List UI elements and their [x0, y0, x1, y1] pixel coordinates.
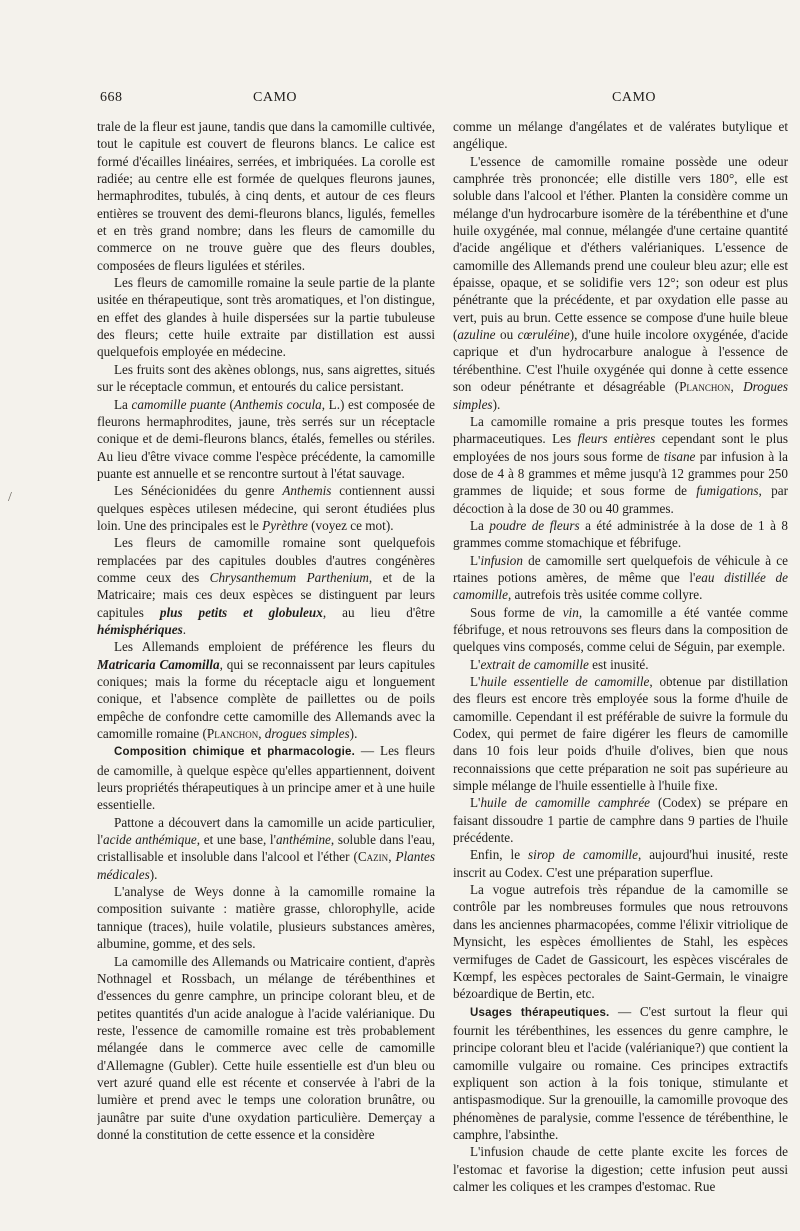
text-run: Enfin, le	[470, 847, 529, 863]
italic-term: anthémine	[275, 832, 331, 848]
paragraph	[453, 794, 788, 846]
running-head-right: CAMO	[612, 90, 657, 105]
paragraph	[453, 413, 788, 517]
text-run: Sous forme de	[470, 604, 563, 620]
text-run: , la camomille a été vantée comme fébrifuge, et nous retrouvons ses fleurs dans la composition de quelques vins composés, comme celui de Séguin, par exemple.	[453, 604, 788, 655]
paragraph: Les fleurs de camomille romaine la seule partie de la plante usitée en thérapeutique, sont très aromatiques, et l'on distingue, en effet des glandes à huile dispersées sur la partie tubuleuse des fleurs; cette huile extraite par distillation est aussi quelquefois employée en médecine.	[97, 275, 435, 360]
italic-term: fleurs entières	[577, 431, 656, 447]
running-head	[100, 90, 790, 110]
paragraph: comme un mélange d'angélates et de valérates butylique et angélique.	[453, 119, 788, 152]
paragraph	[453, 552, 788, 604]
text-run: L'	[470, 674, 481, 689]
text-run: , et une base, l'	[196, 832, 276, 848]
text-run: L'	[470, 795, 481, 811]
paragraph	[453, 1003, 788, 1144]
paragraph	[453, 673, 788, 794]
text-run: , aujourd'hui inusité, reste inscrit au Codex. C'est une préparation superflue.	[453, 847, 788, 880]
paragraph	[97, 742, 435, 813]
paragraph: Les fruits sont des akènes oblongs, nus, sans aigrettes, situés sur le réceptacle commun, et entourés du calice persistant.	[97, 361, 435, 395]
section-heading: Composition chimique et pharmacologie.	[114, 746, 355, 759]
text-run: ,	[388, 849, 396, 865]
italic-term: Chrysanthemum Parthenium	[209, 569, 369, 585]
italic-term: poudre de fleurs	[489, 517, 580, 533]
italic-term: plus petits et globuleux	[159, 604, 323, 620]
text-run: La	[114, 396, 132, 412]
italic-term: camomille puante	[131, 396, 226, 412]
paragraph	[97, 638, 435, 742]
page-number: 668	[100, 90, 123, 105]
paragraph	[453, 846, 788, 881]
italic-term: azuline	[457, 327, 496, 343]
paragraph	[97, 482, 435, 534]
italic-term: Drogues simples	[453, 379, 788, 412]
text-run: ,	[730, 379, 744, 395]
paragraph: La camomille des Allemands ou Matricaire contient, d'après Nothnagel et Rossbach, un mélange de térébenthines et d'essences du genre camphre, un principe colorant bleu, et de petites quantités d'un acide analogue à l'acide valérianique. Du reste, l'essence de camomille romaine est très probablement mélangée dans le commerce avec celle de camomille d'Allemagne (Gubler). Cette huile essentielle est d'un bleu ou vert azuré quand elle est récente et conservée à l'abri de la lumière et prend avec le temps une coloration brunâtre, ou jaunâtre par suite d'une oxydation particulière. Demerçay a donné la constitution de cette essence et la considère	[97, 953, 435, 1142]
text-run: a été administrée à la dose de 1 à 8 grammes comme stomachique et fébrifuge.	[453, 517, 788, 551]
paragraph	[453, 153, 788, 413]
italic-term: sirop de camomille	[528, 847, 638, 863]
paragraph: trale de la fleur est jaune, tandis que dans la camomille cultivée, tout le capitule est couvert de fleurons blancs. Le calice est formé d'écailles linéaires, serrées, et imbriquées. La corolle est radiée; au centre elle est formée de quelques fleurons jaunes, hermaphrodites, tubulés, à cinq dents, et autour de ces fleurs entières se trouvent des demi-fleurons blancs, ligulés, femelles et en très grand nombre; dans les fleurs de camomille du commerce on ne trouve guère que des fleurs doubles, composées de fleurs ligulées et stériles.	[97, 119, 435, 273]
text-run: , au lieu d'être	[322, 604, 435, 620]
margin-mark: /	[8, 490, 12, 505]
text-run: ).	[492, 396, 501, 412]
italic-term: drogues simples	[264, 726, 350, 742]
text-run: L'	[470, 552, 481, 568]
text-run: , autrefois très usitée comme collyre.	[507, 587, 703, 603]
paragraph	[97, 814, 435, 883]
text-run: ou	[495, 327, 518, 343]
text-run: La	[470, 517, 490, 533]
italic-term: infusion	[480, 552, 523, 568]
italic-term: Plantes médicales	[97, 849, 435, 882]
text-run: Les Allemands emploient de préférence les fleurs du	[114, 639, 435, 655]
text-run: ,	[258, 726, 265, 742]
text-run: (	[225, 396, 234, 412]
author-name: Planchon	[206, 726, 259, 742]
italic-term: huile de camomille camphrée	[480, 795, 651, 811]
right-column	[453, 118, 788, 1198]
italic-term: fumigations	[696, 483, 759, 499]
paragraph: L'analyse de Weys donne à la camomille romaine la composition suivante : matière grasse, chlorophylle, acide tannique (traces), huile volatile, plusieurs substances amères, albumine, gomme, et des sels.	[97, 884, 435, 952]
text-run: .	[182, 621, 187, 637]
text-run: L'	[470, 656, 481, 672]
text-run: contiennent aussi quelques espèces utilesen médecine, qui seront étudiées plus loin. Une des principales est le	[97, 483, 435, 533]
text-run: (voyez ce mot).	[307, 517, 394, 533]
text-run: , obtenue par distillation des fleurs est encore très employée sous la forme d'huile de camomille. Cependant il est préférable de suivre la formule du Codex, qui permet de faire digérer les fleurs de camomille dans 10 fois leur poids d'huile d'olives, bien que nous reconnaissions que cette préparation ne soit pas supérieure au simple mélange de l'huile essentielle à l'huile fixe.	[453, 674, 788, 794]
text-run: — C'est surtout la fleur qui fournit les térébenthines, les essences du genre camphre, le principe colorant bleu et l'acide (valérianique?) que contient la camomille vulgaire ou romaine. Ces principes extractifs expliquent son action à la fois tonique, stimulante et antispasmodique. Sur la grenouille, la camomille provoque des phénomènes de paralysie, comme l'essence de térébenthine, le camphre, l'absinthe.	[453, 1003, 788, 1142]
text-run: Pattone a découvert dans la camomille un acide particulier, l'	[97, 814, 435, 848]
text-run: L'essence de camomille romaine possède une odeur camphrée très prononcée; elle distille vers 180°, elle est soluble dans l'alcool et l'éther. Planten la considère comme un mélange d'un hydrocarbure isomère de la térébenthine et d'une huile oxygénée, mal connue, mélangée d'une certaine quantité d'acide angélique et d'éthers valérianiques. L'essence de camomille des Allemands prend une couleur bleu azur; elle est épaisse, opaque, et se solidifie vers 12°; son odeur est plus pénétrante que la précédente, et par oxydation elle passe au vert, puis au brun. Cette essence se compose d'une huile bleue (	[453, 153, 788, 343]
text-run: ), d'une huile incolore oxygénée, d'acide caprique et d'un hydrocarbure analogue à l'essence de térébenthine. C'est l'huile oxygénée qui donne à cette essence son odeur pénétrante et désagréable (	[453, 327, 788, 395]
text-run: est inusité.	[588, 656, 649, 672]
paragraph	[97, 396, 435, 483]
section-heading: Usages thérapeutiques.	[470, 1006, 610, 1019]
text-run: , qui se reconnaissent par leurs capitules coniques; mais la forme du réceptacle aigu et longuement conique, et l'absence complète de paillettes ou de poils empêche de confondre cette camomille des Allemands avec la camomille romaine (	[97, 656, 435, 742]
paragraph	[453, 517, 788, 552]
text-run: de camomille sert quelquefois de véhicule à ce rtaines potions amères, de même que l'	[453, 552, 788, 585]
text-run: Les fleurs de camomille romaine sont quelquefois remplacées par des capitules doubles d'autres congénères comme ceux des	[97, 535, 435, 585]
paragraph: La vogue autrefois très répandue de la camomille se contrôle par les nombreuses formules que nous retrouvons dans les anciennes pharmacopées, comme l'élixir vitriolique de Mynsicht, les espèces émollientes de Stahl, les espèces vermifuges de Cadet de Gassicourt, les espèces viscérales de Kœmpf, les espèces pectorales de Saint-Germain, le vinaigre bézoardique de Bertin, etc.	[453, 882, 788, 1002]
italic-term: Pyrèthre	[262, 517, 308, 533]
author-name: Planchon	[679, 379, 731, 395]
text-run: La camomille romaine a pris presque toutes les formes pharmaceutiques. Les	[453, 413, 788, 447]
paragraph	[453, 656, 788, 673]
text-run: , et de la Matricaire; mais ces deux espèces se distinguent par leurs capitules	[97, 569, 435, 620]
text-run: cependant sont le plus employées de nos jours sous forme de	[453, 431, 788, 464]
italic-term: eau distillée de camomille	[453, 569, 788, 603]
italic-term: Matricaria Camomilla	[97, 656, 220, 672]
author-name: Cazin	[357, 849, 389, 865]
paragraph: L'infusion chaude de cette plante excite les forces de l'estomac et favorise la digestion; cette infusion peut aussi calmer les coliques et les crampes d'estomac. Rue	[453, 1144, 788, 1194]
italic-term: huile essentielle de camomille	[480, 674, 650, 689]
italic-term: hémisphériques	[97, 621, 183, 637]
left-column	[97, 118, 435, 1198]
italic-term: vin	[562, 604, 579, 620]
text-run: , L.) est composée de fleurons hermaphrodites, jaune, très serrés sur un réceptacle conique et de demi-fleurons blancs, étalés, femelles ou stériles. Au lieu d'être vivace comme l'espèce précédente, la camomille puante est annuelle et se rencontre surtout à l'état sauvage.	[97, 396, 435, 481]
italic-term: tisane	[663, 448, 696, 464]
text-run: (Codex) se prépare en faisant dissoudre 1 partie de camphre dans 9 parties de l'huile précédente.	[453, 795, 788, 846]
text-run: Les Sénécionidées du genre	[114, 483, 283, 499]
text-run: par infusion à la dose de 4 à 8 grammes et même jusqu'à 12 grammes pour 250 grammes de liquide; et sous forme de	[453, 448, 788, 499]
running-head-left: CAMO	[253, 90, 298, 105]
text-run: , soluble dans l'eau, cristallisable et insoluble dans l'alcool et l'éther (	[97, 832, 435, 865]
paragraph	[97, 534, 435, 638]
italic-term: acide anthémique	[103, 832, 197, 848]
italic-term: Anthemis cocula	[233, 396, 322, 412]
text-run: ).	[149, 866, 158, 882]
text-run: — Les fleurs de camomille, à quelque espèce qu'elles appartiennent, doivent leurs propriétés thérapeutiques à un principe amer et à une huile essentielle.	[97, 743, 435, 813]
paragraph	[453, 604, 788, 656]
italic-term: Anthemis	[282, 483, 332, 499]
italic-term: extrait de camomille	[480, 656, 589, 672]
text-run: ).	[349, 726, 358, 742]
italic-term: cœruléine	[517, 327, 570, 343]
text-run: , par décoction à la dose de 30 ou 40 grammes.	[453, 483, 788, 516]
